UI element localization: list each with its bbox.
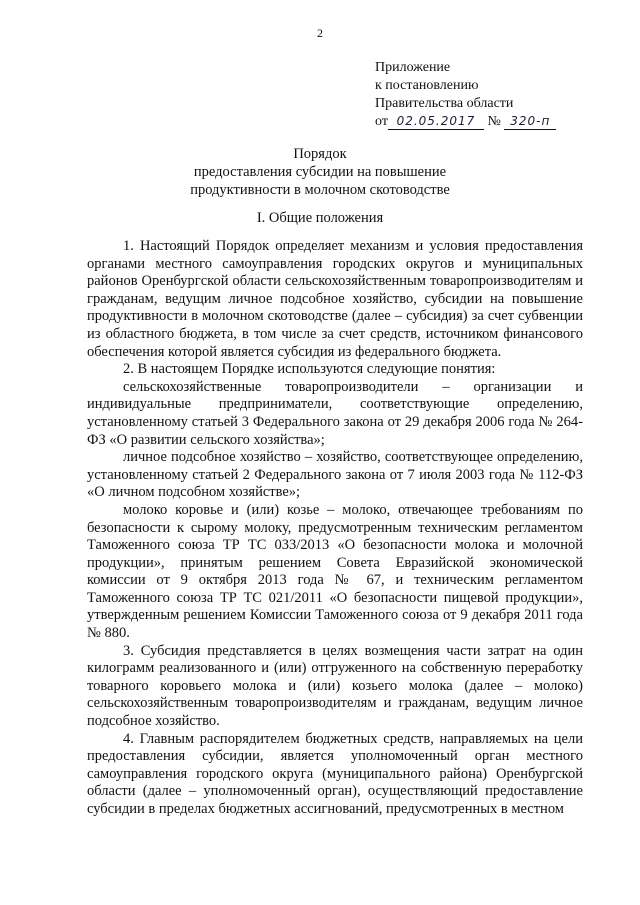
handwritten-date: 02.05.2017 — [388, 114, 484, 130]
appendix-title: Приложение — [375, 60, 451, 75]
paragraph-3: 3. Субсидия представляется в целях возмещения части затрат на один килограмм реализованного и (или) отгруженного на собственную переработку товарного коровьего молока и (или) козьего молока (далее – молоко) сельскохозяйственным товаропроизводителям и гражданам, ведущим личное подсобное хозяйство. — [87, 642, 583, 730]
paragraph-2: 2. В настоящем Порядке используются следующие понятия: — [123, 361, 496, 378]
title-line-2: предоставления субсидии на повышение — [193, 164, 447, 180]
appendix-line-government: Правительства области — [375, 96, 514, 111]
paragraph-4: 4. Главным распорядителем бюджетных средств, направляемых на цели предоставления субсидии, является уполномоченный орган местного самоуправления городского округа (муниципального района) Оренбургской области (далее – уполномоченный орган), осуществляющий предоставление субсидии в пределах бюджетных ассигнований, предусмотренных в местном — [87, 730, 583, 817]
paragraph-1: 1. Настоящий Порядок определяет механизм и условия предоставления органами местного самоуправления городских округов и муниципальных районов Оренбургской области сельскохозяйственным товаропроизводителям и гражданам, ведущим личное подсобное хозяйство, субсидии на повышение продуктивности в молочном скотоводстве (далее – субсидия) за счет субвенции из областного бюджета, в том числе за счет средств, источником финансового обеспечения которой является субсидия из федерального бюджета. — [87, 238, 583, 360]
page-number: 2 — [317, 26, 323, 40]
document-title — [0, 145, 640, 199]
handwritten-number: 320-п — [504, 114, 556, 130]
definition-producers: сельскохозяйственные товаропроизводители – организации и индивидуальные предприниматели, соответствующие определению, установленному статьей 3 Федерального закона от 29 декабря 2006 года № 264-ФЗ «О развитии сельского хозяйства»; — [87, 378, 583, 448]
appendix-block — [375, 59, 556, 131]
number-sign: № — [487, 114, 501, 129]
title-line-3: продуктивности в молочном скотоводстве — [190, 182, 450, 198]
appendix-date-line — [375, 113, 556, 131]
title-line-1: Порядок — [293, 146, 347, 162]
appendix-line-resolution: к постановлению — [375, 78, 479, 93]
definition-milk: молоко коровье и (или) козье – молоко, отвечающее требованиям по безопасности к сырому молоку, предусмотренным техническим регламентом Таможенного союза ТР ТС 033/2013 «О безопасности молока и молочной продукции», принятым решением Совета Евразийской экономической комиссии от 9 октября 2013 года № 67, и техническим регламентом Таможенного союза ТР ТС 021/2011 «О безопасности пищевой продукции», утвержденным решением Комиссии Таможенного союза от 9 декабря 2011 года № 880. — [87, 501, 583, 642]
body-text — [87, 238, 583, 819]
section-heading: I. Общие положения — [256, 210, 384, 226]
definition-household: личное подсобное хозяйство – хозяйство, соответствующее определению, установленному статьей 2 Федерального закона от 7 июля 2003 года № 112-ФЗ «О личном подсобном хозяйстве»; — [87, 449, 583, 501]
date-prefix: от — [375, 114, 388, 129]
